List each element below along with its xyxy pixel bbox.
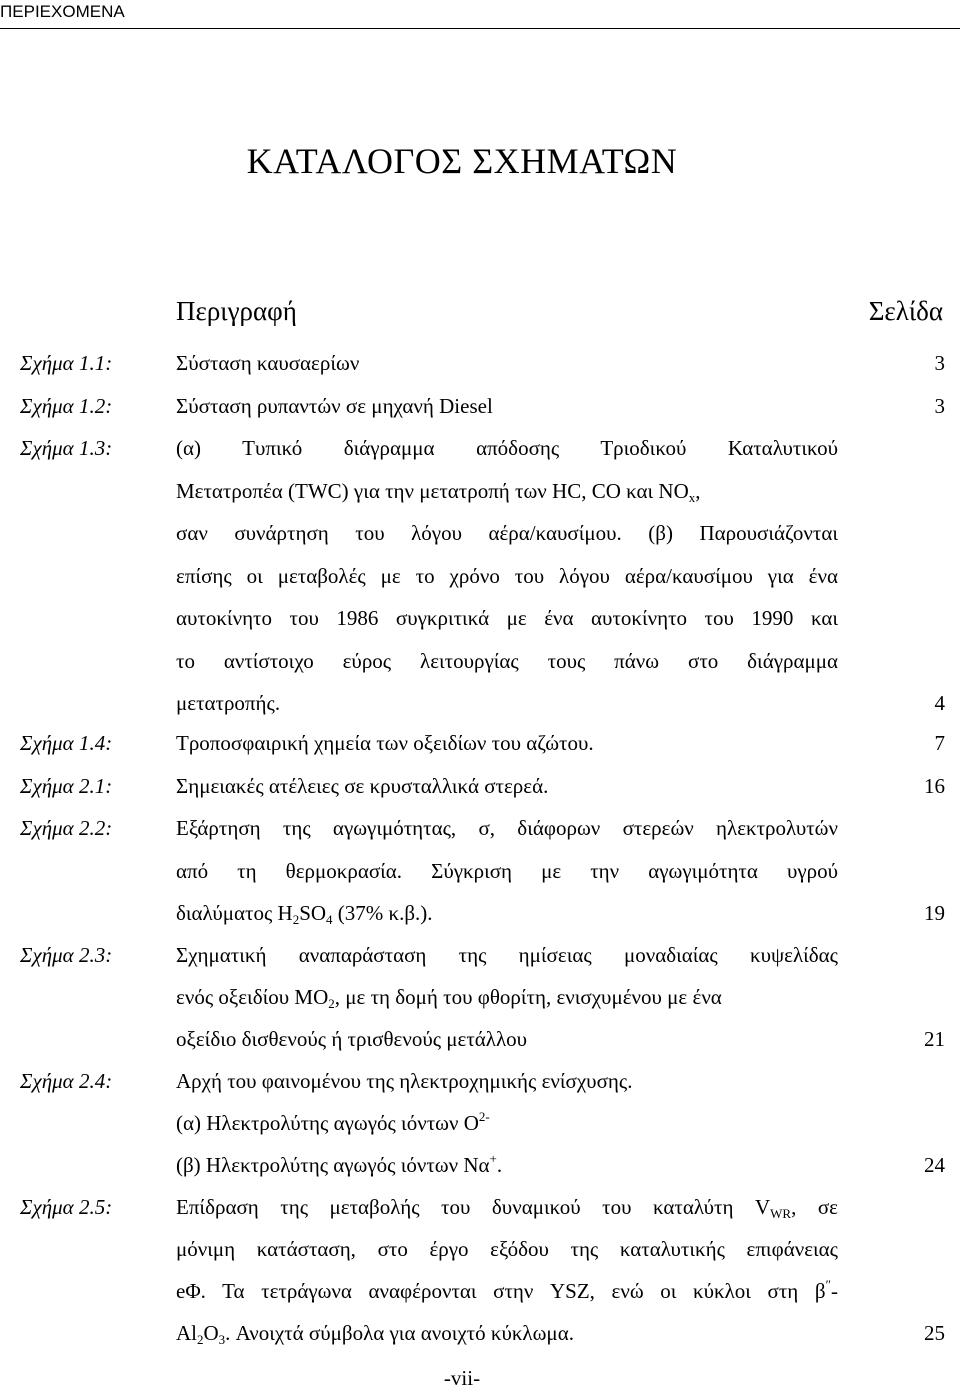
figure-page: 3 xyxy=(934,394,945,418)
figure-description: (β) Ηλεκτρολύτης αγωγός ιόντων Να+. xyxy=(176,1151,503,1177)
figure-page: 4 xyxy=(934,691,945,715)
list-item-continuation xyxy=(0,1108,960,1138)
list-item-continuation xyxy=(0,688,960,718)
header-rule xyxy=(0,28,960,29)
figure-page: 3 xyxy=(934,351,945,375)
figure-label: Σχήμα 1.1: xyxy=(20,351,113,375)
figure-description: Σύσταση καυσαερίων xyxy=(176,351,360,375)
figure-page: 21 xyxy=(924,1027,945,1051)
list-item-continuation xyxy=(0,603,960,633)
list-item-continuation xyxy=(0,646,960,676)
figure-description: eΦ. Τα τετράγωνα αναφέρονται στην YSZ, ενώ οι κύκλοι στη β″- xyxy=(176,1277,838,1303)
list-item xyxy=(0,728,960,758)
figure-description: το αντίστοιχο εύρος λειτουργίας τους πάνω στο διάγραμμα xyxy=(176,649,838,673)
figure-description: Μετατροπέα (TWC) για την μετατροπή των HC, CO και $NO_x$, xyxy=(176,479,701,505)
list-item xyxy=(0,813,960,843)
figure-label: Σχήμα 2.4: xyxy=(20,1069,113,1093)
figure-description: μόνιμη κατάσταση, στο έργο εξόδου της καταλυτικής επιφάνειας xyxy=(176,1237,838,1261)
figure-page: 7 xyxy=(934,731,945,755)
list-item xyxy=(0,940,960,970)
list-item xyxy=(0,1192,960,1222)
list-item-continuation xyxy=(0,1150,960,1180)
description-column-heading: Περιγραφή xyxy=(176,296,297,326)
figure-page: 19 xyxy=(924,901,945,925)
list-item xyxy=(0,771,960,801)
figure-label: Σχήμα 1.3: xyxy=(20,436,113,460)
figure-description: αυτοκίνητο του 1986 συγκριτικά με ένα αυτοκίνητο του 1990 και xyxy=(176,606,838,630)
figure-description: οξείδιο δισθενούς ή τρισθενούς μετάλλου xyxy=(176,1027,528,1051)
list-item-continuation xyxy=(0,476,960,506)
figure-description: επίσης οι μεταβολές με το χρόνο του λόγου αέρα/καυσίμου για ένα xyxy=(176,564,838,588)
figure-description: $Al_2O_3$. Ανοιχτά σύμβολα για ανοιχτό κύκλωμα. xyxy=(176,1321,574,1347)
list-item xyxy=(0,433,960,463)
figure-description: σαν συνάρτηση του λόγου αέρα/καυσίμου. (β) Παρουσιάζονται xyxy=(176,521,838,545)
figure-label: Σχήμα 1.4: xyxy=(20,731,113,755)
list-item-continuation xyxy=(0,1318,960,1348)
figure-description: Σχηματική αναπαράσταση της ημίσειας μοναδιαίας κυψελίδας xyxy=(176,943,838,967)
list-item-continuation xyxy=(0,1234,960,1264)
running-header: ΠΕΡΙΕΧΟΜΕΝΑ xyxy=(0,2,125,21)
figure-label: Σχήμα 2.3: xyxy=(20,943,113,967)
figure-description: Αρχή του φαινομένου της ηλεκτροχημικής ενίσχυσης. xyxy=(176,1069,633,1093)
figure-description: μετατροπής. xyxy=(176,691,281,715)
figure-description: (α) Τυπικό διάγραμμα απόδοσης Τριοδικού Καταλυτικού xyxy=(176,436,838,460)
list-item-continuation xyxy=(0,1276,960,1306)
page-column-heading: Σελίδα xyxy=(868,296,943,326)
figure-description: (α) Ηλεκτρολύτης αγωγός ιόντων $O^{2-}$ xyxy=(176,1109,490,1135)
list-item xyxy=(0,348,960,378)
list-item xyxy=(0,391,960,421)
figure-label: Σχήμα 2.5: xyxy=(20,1195,113,1219)
figure-description: Εξάρτηση της αγωγιμότητας, σ, διάφορων στερεών ηλεκτρολυτών xyxy=(176,816,838,840)
figure-page: 24 xyxy=(924,1153,945,1177)
figure-page: 16 xyxy=(924,774,945,798)
list-item-continuation xyxy=(0,856,960,886)
figure-description: Τροποσφαιρική χημεία των οξειδίων του αζώτου. xyxy=(176,731,594,755)
figure-description: Επίδραση της μεταβολής του δυναμικού του καταλύτη $V_{WR}$, σε xyxy=(176,1195,838,1221)
figure-description: Σύσταση ρυπαντών σε μηχανή Diesel xyxy=(176,394,493,418)
list-item-continuation xyxy=(0,898,960,928)
figure-page: 25 xyxy=(924,1321,945,1345)
page-number: -vii- xyxy=(443,1366,481,1390)
figure-label: Σχήμα 2.1: xyxy=(20,774,113,798)
figure-label: Σχήμα 2.2: xyxy=(20,816,113,840)
list-item-continuation xyxy=(0,1024,960,1054)
list-item xyxy=(0,1066,960,1096)
list-item-continuation xyxy=(0,982,960,1012)
figure-description: Σημειακές ατέλειες σε κρυσταλλικά στερεά. xyxy=(176,774,549,798)
list-item-continuation xyxy=(0,561,960,591)
figure-description: από τη θερμοκρασία. Σύγκριση με την αγωγιμότητα υγρού xyxy=(176,859,838,883)
figure-description: διαλύματος $H_2SO_4$ (37% κ.β.). xyxy=(176,901,433,927)
figure-label: Σχήμα 1.2: xyxy=(20,394,113,418)
list-item-continuation xyxy=(0,518,960,548)
figure-description: ενός οξειδίου $MO_2$, με τη δομή του φθορίτη, ενισχυμένου με ένα xyxy=(176,985,722,1011)
page-title: ΚΑΤΑΛΟΓΟΣ ΣΧΗΜΑΤΩΝ xyxy=(246,141,678,181)
